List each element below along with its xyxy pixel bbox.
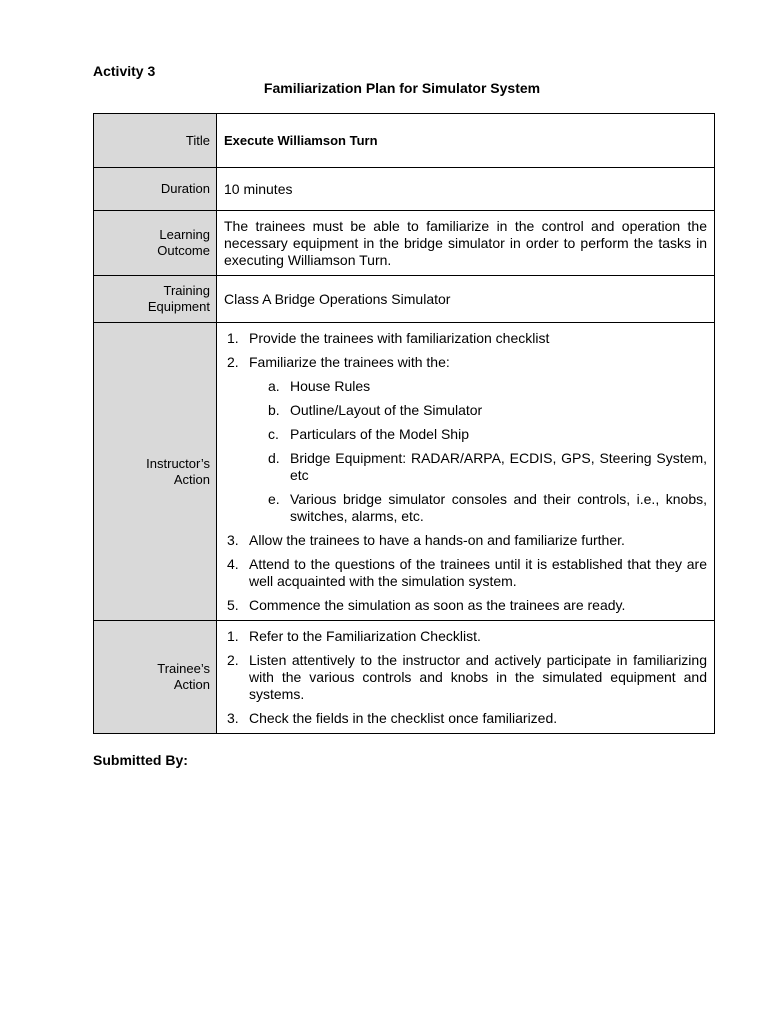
- list-item: 3. Allow the trainees to have a hands-on and familiarize further.: [227, 531, 625, 548]
- instructor-action-label: [94, 323, 217, 621]
- instructor-action-label-line1: Instructor’s: [146, 455, 210, 471]
- learning-outcome-label-line1: Learning: [159, 227, 210, 242]
- instructor-action-value: [217, 323, 715, 621]
- document-title: Familiarization Plan for Simulator System: [263, 80, 541, 96]
- instructor-steps-list: [224, 324, 707, 620]
- plan-table: [93, 113, 715, 734]
- list-item: a. House Rules: [268, 377, 371, 394]
- table-row-learning-outcome: [94, 211, 715, 276]
- table-row-title: [94, 114, 715, 168]
- activity-heading: Activity 3: [93, 63, 156, 79]
- submitted-by-label: Submitted By:: [93, 752, 188, 768]
- list-item: d. Bridge Equipment: RADAR/ARPA, ECDIS, GPS, Steering System, etc: [268, 449, 707, 483]
- learning-outcome-label-line2: Outcome: [157, 243, 210, 258]
- list-item: 3. Check the fields in the checklist once familiarized.: [227, 709, 558, 726]
- duration-value: 10 minutes: [217, 168, 715, 211]
- trainee-action-value: [217, 621, 715, 734]
- list-item: 4. Attend to the questions of the trainees until it is established that they are well acquainted with the simulation system.: [227, 555, 707, 589]
- trainee-action-label-line1: Trainee’s: [157, 661, 210, 676]
- trainee-action-label-line2: Action: [173, 677, 210, 692]
- table-row-duration: [94, 168, 715, 211]
- instructor-action-label-line2: Action: [173, 471, 210, 487]
- training-equipment-label-line2: Equipment: [147, 299, 210, 314]
- trainee-action-label: [94, 621, 217, 734]
- table-row-training-equipment: [94, 276, 715, 323]
- list-item: 1. Refer to the Familiarization Checklist.: [227, 627, 481, 644]
- list-item: 1. Provide the trainees with familiarization checklist: [227, 329, 550, 346]
- table-row-trainee-action: [94, 621, 715, 734]
- learning-outcome-label: [94, 211, 217, 276]
- list-item: c. Particulars of the Model Ship: [268, 425, 469, 442]
- list-item: b. Outline/Layout of the Simulator: [268, 401, 483, 418]
- trainee-steps-list: [224, 622, 707, 733]
- table-row-instructor-action: [94, 323, 715, 621]
- title-value: Execute Williamson Turn: [217, 114, 715, 168]
- list-item: 2. Listen attentively to the instructor and actively participate in familiarizing with the various controls and knobs in the simulated equipment and systems.: [227, 651, 707, 702]
- instructor-substeps-list: [249, 378, 707, 525]
- training-equipment-label: [94, 276, 217, 323]
- list-item: e. Various bridge simulator consoles and their controls, i.e., knobs, switches, alarms, etc.: [268, 490, 707, 524]
- training-equipment-label-line1: Training: [163, 283, 210, 298]
- training-equipment-value: Class A Bridge Operations Simulator: [217, 276, 715, 323]
- list-item: 5. Commence the simulation as soon as the trainees are ready.: [227, 596, 626, 613]
- learning-outcome-value: The trainees must be able to familiarize in the control and operation the necessary equipment in the bridge simulator in order to perform the tasks in executing Williamson Turn.: [217, 211, 715, 276]
- title-label: Title: [94, 114, 217, 168]
- duration-label: Duration: [94, 168, 217, 211]
- list-item: 2. Familiarize the trainees with the: a. House Rules b. Outline/Layout of the Simulator c. Particulars of the Model Ship d. Bridge Equipment: RADAR/ARPA, ECDIS, GPS, Steering System, etc e. Various bridge simulator consoles and their controls, i.e., knobs, switches, alarms, etc.: [227, 353, 707, 524]
